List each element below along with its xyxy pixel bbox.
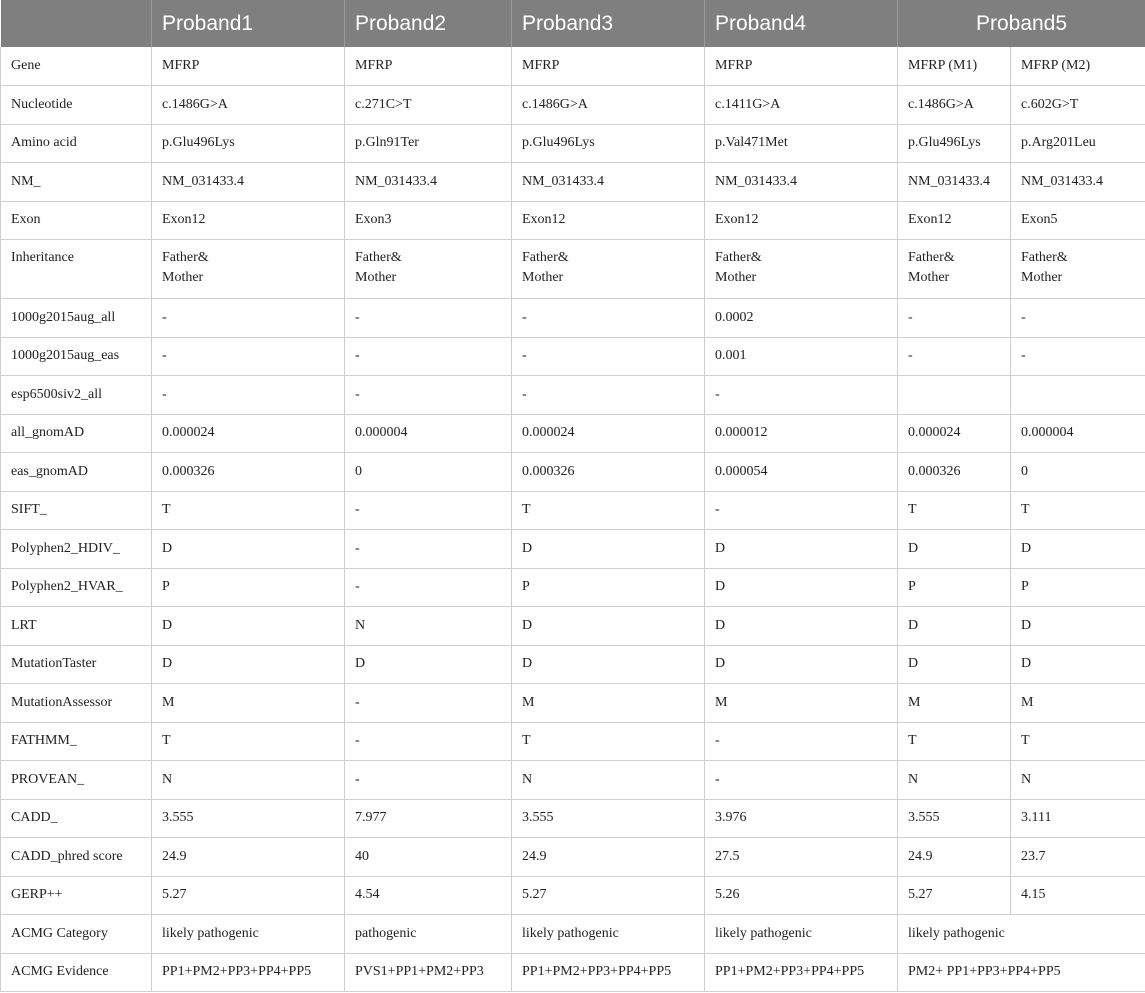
- table-cell: PM2+ PP1+PP3+PP4+PP5: [898, 953, 1145, 992]
- table-cell: P: [1011, 568, 1145, 607]
- row-label: Polyphen2_HDIV_: [1, 530, 152, 569]
- table-cell: Exon12: [705, 201, 898, 240]
- table-cell: MFRP: [345, 47, 512, 86]
- table-row: [1, 47, 1145, 86]
- header-proband1: Proband1: [152, 0, 345, 47]
- table-cell: NM_031433.4: [512, 163, 705, 202]
- table-cell: M: [1011, 684, 1145, 723]
- table-cell: 0.0002: [705, 299, 898, 338]
- table-row: [1, 201, 1145, 240]
- row-label: NM_: [1, 163, 152, 202]
- table-row: [1, 838, 1145, 877]
- table-cell: NM_031433.4: [1011, 163, 1145, 202]
- table-cell: PP1+PM2+PP3+PP4+PP5: [152, 953, 345, 992]
- table-cell: MFRP (M2): [1011, 47, 1145, 86]
- table-cell: MFRP (M1): [898, 47, 1011, 86]
- table-cell: NM_031433.4: [152, 163, 345, 202]
- table-cell: p.Arg201Leu: [1011, 124, 1145, 163]
- table-cell: 27.5: [705, 838, 898, 877]
- table-cell: D: [1011, 530, 1145, 569]
- table-cell: p.Gln91Ter: [345, 124, 512, 163]
- table-cell: P: [152, 568, 345, 607]
- table-cell: 5.27: [152, 876, 345, 915]
- table-cell: -: [512, 337, 705, 376]
- table-row: [1, 722, 1145, 761]
- table-row: [1, 645, 1145, 684]
- table-cell: -: [152, 376, 345, 415]
- row-label: Inheritance: [1, 240, 152, 299]
- header-corner: [1, 0, 152, 47]
- row-label: 1000g2015aug_eas: [1, 337, 152, 376]
- row-label: ACMG Evidence: [1, 953, 152, 992]
- table-cell: Exon3: [345, 201, 512, 240]
- table-cell: P: [512, 568, 705, 607]
- table-cell: c.1486G>A: [152, 86, 345, 125]
- table-cell: 0: [1011, 453, 1145, 492]
- table-row: [1, 491, 1145, 530]
- table-cell: -: [1011, 299, 1145, 338]
- table-cell: T: [1011, 491, 1145, 530]
- table-cell: 24.9: [898, 838, 1011, 877]
- table-cell: D: [512, 530, 705, 569]
- table-row: [1, 453, 1145, 492]
- table-cell: D: [898, 530, 1011, 569]
- table-cell: 0.000024: [152, 414, 345, 453]
- table-cell: PP1+PM2+PP3+PP4+PP5: [705, 953, 898, 992]
- row-label: LRT: [1, 607, 152, 646]
- table-cell: D: [898, 645, 1011, 684]
- table-cell: likely pathogenic: [898, 915, 1145, 954]
- table-cell: 4.54: [345, 876, 512, 915]
- table-cell: 23.7: [1011, 838, 1145, 877]
- table-cell: N: [152, 761, 345, 800]
- table-cell: likely pathogenic: [152, 915, 345, 954]
- table-cell: M: [152, 684, 345, 723]
- table-cell: -: [152, 337, 345, 376]
- table-row: [1, 530, 1145, 569]
- table-cell: -: [345, 530, 512, 569]
- table-cell: -: [345, 684, 512, 723]
- row-label: SIFT_: [1, 491, 152, 530]
- table-cell: -: [345, 376, 512, 415]
- header-proband4: Proband4: [705, 0, 898, 47]
- table-cell: T: [898, 722, 1011, 761]
- table-cell: -: [345, 761, 512, 800]
- table-cell: Exon12: [152, 201, 345, 240]
- table-cell: T: [1011, 722, 1145, 761]
- table-cell: -: [345, 491, 512, 530]
- table-cell: 0.000054: [705, 453, 898, 492]
- table-cell: Father& Mother: [1011, 240, 1145, 299]
- table-cell: 0: [345, 453, 512, 492]
- row-label: MutationAssessor: [1, 684, 152, 723]
- table-cell: [898, 376, 1011, 415]
- table-cell: 0.000024: [512, 414, 705, 453]
- table-row: [1, 376, 1145, 415]
- table-row: [1, 568, 1145, 607]
- table-cell: Exon5: [1011, 201, 1145, 240]
- table-cell: 0.000326: [152, 453, 345, 492]
- table-cell: D: [152, 607, 345, 646]
- table-cell: T: [512, 491, 705, 530]
- table-cell: -: [705, 491, 898, 530]
- table-cell: 4.15: [1011, 876, 1145, 915]
- row-label: Amino acid: [1, 124, 152, 163]
- table-header: [1, 0, 1145, 47]
- row-label: Polyphen2_HVAR_: [1, 568, 152, 607]
- row-label: GERP++: [1, 876, 152, 915]
- table-cell: D: [512, 607, 705, 646]
- table-cell: MFRP: [152, 47, 345, 86]
- table-cell: -: [345, 337, 512, 376]
- row-label: 1000g2015aug_all: [1, 299, 152, 338]
- table-cell: D: [345, 645, 512, 684]
- table-cell: 5.27: [898, 876, 1011, 915]
- table-cell: D: [705, 530, 898, 569]
- table-cell: D: [705, 568, 898, 607]
- table-row: [1, 299, 1145, 338]
- header-proband3: Proband3: [512, 0, 705, 47]
- header-row: [1, 0, 1145, 47]
- table-cell: NM_031433.4: [345, 163, 512, 202]
- table-cell: Exon12: [898, 201, 1011, 240]
- row-label: esp6500siv2_all: [1, 376, 152, 415]
- table-cell: Father& Mother: [152, 240, 345, 299]
- table-cell: T: [512, 722, 705, 761]
- table-cell: M: [898, 684, 1011, 723]
- table-row-acmg-category: [1, 915, 1145, 954]
- table-cell: T: [152, 491, 345, 530]
- table-cell: Father& Mother: [345, 240, 512, 299]
- table-cell: 3.976: [705, 799, 898, 838]
- table-cell: PVS1+PP1+PM2+PP3: [345, 953, 512, 992]
- table-cell: c.271C>T: [345, 86, 512, 125]
- table-cell: 3.555: [152, 799, 345, 838]
- table-row: [1, 607, 1145, 646]
- table-cell: N: [512, 761, 705, 800]
- table-cell: -: [898, 299, 1011, 338]
- table-cell: D: [898, 607, 1011, 646]
- table-cell: 7.977: [345, 799, 512, 838]
- table-cell: D: [705, 645, 898, 684]
- table-row: [1, 240, 1145, 299]
- table-cell: NM_031433.4: [898, 163, 1011, 202]
- table-cell: -: [345, 722, 512, 761]
- table-cell: 5.26: [705, 876, 898, 915]
- row-label: Exon: [1, 201, 152, 240]
- table-cell: likely pathogenic: [512, 915, 705, 954]
- table-cell: M: [512, 684, 705, 723]
- table-cell: N: [345, 607, 512, 646]
- table-cell: 5.27: [512, 876, 705, 915]
- table-row: [1, 124, 1145, 163]
- table-row: [1, 799, 1145, 838]
- table-cell: D: [705, 607, 898, 646]
- row-label: all_gnomAD: [1, 414, 152, 453]
- row-label: Gene: [1, 47, 152, 86]
- row-label: ACMG Category: [1, 915, 152, 954]
- table-cell: PP1+PM2+PP3+PP4+PP5: [512, 953, 705, 992]
- table-cell: p.Glu496Lys: [512, 124, 705, 163]
- table-cell: Father& Mother: [705, 240, 898, 299]
- table-cell: c.1486G>A: [512, 86, 705, 125]
- table-cell: -: [345, 568, 512, 607]
- table-cell: p.Glu496Lys: [152, 124, 345, 163]
- table-cell: -: [512, 299, 705, 338]
- row-label: eas_gnomAD: [1, 453, 152, 492]
- table-cell: 0.000004: [1011, 414, 1145, 453]
- table-row: [1, 337, 1145, 376]
- row-label: FATHMM_: [1, 722, 152, 761]
- table-body: [1, 47, 1145, 992]
- table-row: [1, 684, 1145, 723]
- table-cell: 24.9: [152, 838, 345, 877]
- row-label: CADD_: [1, 799, 152, 838]
- table-cell: 0.000012: [705, 414, 898, 453]
- table-row: [1, 876, 1145, 915]
- table-cell: N: [1011, 761, 1145, 800]
- table-cell: M: [705, 684, 898, 723]
- table-cell: 0.001: [705, 337, 898, 376]
- table-cell: pathogenic: [345, 915, 512, 954]
- table-cell: [1011, 376, 1145, 415]
- table-cell: Father& Mother: [898, 240, 1011, 299]
- table-cell: 40: [345, 838, 512, 877]
- row-label: CADD_phred score: [1, 838, 152, 877]
- row-label: Nucleotide: [1, 86, 152, 125]
- table-row: [1, 86, 1145, 125]
- header-proband2: Proband2: [345, 0, 512, 47]
- table-cell: MFRP: [705, 47, 898, 86]
- row-label: PROVEAN_: [1, 761, 152, 800]
- table-cell: p.Val471Met: [705, 124, 898, 163]
- table-cell: 0.000004: [345, 414, 512, 453]
- table-cell: -: [512, 376, 705, 415]
- table-cell: T: [152, 722, 345, 761]
- table-cell: -: [1011, 337, 1145, 376]
- table-cell: -: [705, 722, 898, 761]
- table-cell: NM_031433.4: [705, 163, 898, 202]
- table-row: [1, 163, 1145, 202]
- table-cell: Exon12: [512, 201, 705, 240]
- table-cell: 0.000326: [512, 453, 705, 492]
- table-cell: D: [1011, 645, 1145, 684]
- table-cell: p.Glu496Lys: [898, 124, 1011, 163]
- table-cell: -: [898, 337, 1011, 376]
- table-cell: 24.9: [512, 838, 705, 877]
- header-proband5: Proband5: [898, 0, 1145, 47]
- table-cell: T: [898, 491, 1011, 530]
- table-cell: P: [898, 568, 1011, 607]
- table-cell: Father& Mother: [512, 240, 705, 299]
- table-cell: -: [705, 761, 898, 800]
- table-row: [1, 414, 1145, 453]
- table-cell: 0.000326: [898, 453, 1011, 492]
- table-cell: 3.555: [512, 799, 705, 838]
- row-label: MutationTaster: [1, 645, 152, 684]
- table-cell: -: [345, 299, 512, 338]
- table-cell: D: [1011, 607, 1145, 646]
- table-cell: likely pathogenic: [705, 915, 898, 954]
- table-row: [1, 761, 1145, 800]
- table-cell: c.1411G>A: [705, 86, 898, 125]
- table-row-acmg-evidence: [1, 953, 1145, 992]
- table-cell: D: [512, 645, 705, 684]
- table-cell: D: [152, 645, 345, 684]
- table-cell: MFRP: [512, 47, 705, 86]
- table-cell: -: [705, 376, 898, 415]
- table-cell: 3.111: [1011, 799, 1145, 838]
- table-cell: -: [152, 299, 345, 338]
- table-cell: 3.555: [898, 799, 1011, 838]
- table-cell: D: [152, 530, 345, 569]
- table-cell: 0.000024: [898, 414, 1011, 453]
- table-cell: c.602G>T: [1011, 86, 1145, 125]
- table-cell: c.1486G>A: [898, 86, 1011, 125]
- table-cell: N: [898, 761, 1011, 800]
